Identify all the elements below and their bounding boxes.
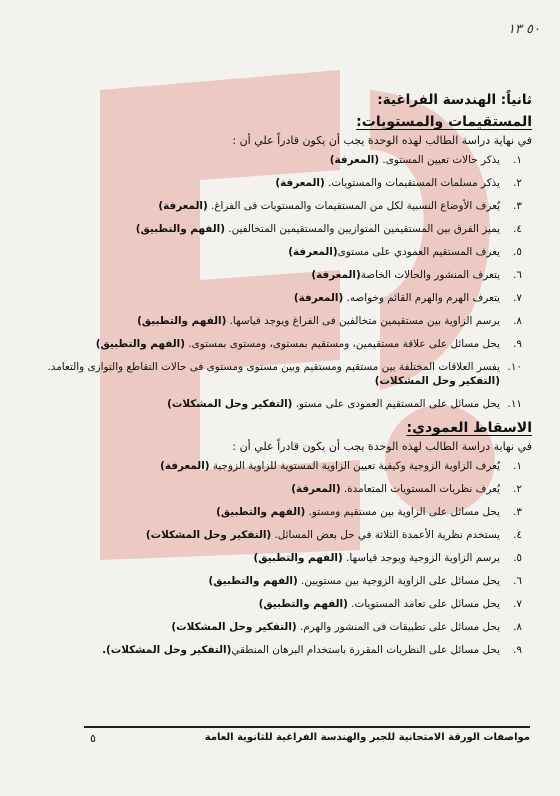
item-level: (التفكير وحل المشكلات).: [102, 644, 232, 656]
page-number: ٥: [90, 732, 96, 745]
item-level: (الفهم والتطبيق): [135, 223, 225, 235]
list-item: [30, 459, 532, 473]
objectives-list: [30, 153, 532, 411]
list-item: [30, 620, 532, 634]
item-text: يفسر العلاقات المختلفة بين مستقيم ومستقيم وبين مستوى ومستوى فى حالات التقاطع والتوازى والتعامد. (التفكير وحل المشكلات): [47, 361, 500, 387]
list-item: [30, 597, 532, 611]
list-item: [30, 643, 532, 657]
item-level: (التفكير وحل المشكلات): [171, 621, 297, 633]
item-level: (التفكير وحل المشكلات): [145, 529, 272, 541]
item-level: (التفكير وحل المشكلات): [167, 398, 293, 410]
item-text: يُعرف الزاوية الزوجية وكيفية تعيين الزاوية المستوية للزاوية الزوجية (المعرفة): [160, 460, 500, 472]
objectives-list: [30, 459, 532, 657]
item-level: (المعرفة): [293, 292, 344, 304]
item-number: ٩.: [513, 644, 522, 656]
item-number: ١١.: [507, 398, 522, 410]
item-text: يحل مسائل على تطبيقات فى المنشور والهرم. (التفكير وحل المشكلات): [171, 621, 500, 633]
document-body: [30, 92, 532, 666]
list-item: [30, 222, 532, 236]
item-number: ٩.: [513, 338, 522, 350]
list-item: [30, 199, 532, 213]
item-text: يميز الفرق بين المستقيمين المتوازيين والمستقيمين المتخالفين. (الفهم والتطبيق): [135, 223, 500, 235]
item-number: ٥.: [513, 246, 522, 258]
item-number: ٥.: [513, 552, 522, 564]
section-heading: المستقيمات والمستويات:: [356, 114, 532, 130]
item-number: ٤.: [513, 223, 522, 235]
item-text: يعرف المستقيم العمودي على مستوى(المعرفة): [288, 246, 500, 258]
list-item: [30, 528, 532, 542]
item-number: ٢.: [513, 177, 522, 189]
orthogonal-projection-section: [30, 420, 532, 657]
item-level: (المعرفة): [291, 483, 341, 495]
planes-lines-section: [30, 114, 532, 411]
item-number: ٢.: [513, 483, 522, 495]
list-item: [30, 153, 532, 167]
section-heading: الاسقاط العمودي:: [406, 420, 532, 436]
list-item: [30, 314, 532, 328]
list-item: [30, 574, 532, 588]
item-level: (المعرفة): [329, 154, 380, 166]
item-number: ١.: [513, 154, 522, 166]
section-title: ثانياً: الهندسة الفراغية:: [377, 92, 532, 108]
list-item: [30, 291, 532, 305]
item-number: ٧.: [513, 292, 522, 304]
item-text: يذكر حالات تعيين المستوى. (المعرفة): [329, 154, 500, 166]
list-item: [30, 337, 532, 351]
handwritten-mark: ٥٠ ١٣: [507, 22, 540, 37]
item-level: (التفكير وحل المشكلات): [374, 375, 500, 387]
item-text: يُعرف نظريات المستويات المتعامدة. (المعرفة): [291, 483, 500, 495]
item-text: يرسم الزاوية الزوجية ويوجد قياسها. (الفهم والتطبيق): [253, 552, 500, 564]
item-text: يذكر مسلمات المستقيمات والمستويات. (المعرفة): [275, 177, 500, 189]
item-level: (الفهم والتطبيق): [253, 552, 343, 564]
list-item: [30, 268, 532, 282]
list-item: [30, 505, 532, 519]
item-number: ١٠.: [507, 361, 522, 373]
footer-title: مواصفات الورقة الامتحانية للجبر والهندسة الفراغية للثانوية العامة: [204, 732, 530, 743]
item-level: (المعرفة): [275, 177, 325, 189]
item-level: (المعرفة): [288, 246, 338, 258]
item-text: يحل مسائل على الزاوية بين مستقيم ومستو. (الفهم والتطبيق): [216, 506, 500, 518]
item-number: ٣.: [513, 200, 522, 212]
item-text: يتعرف الهرم والهرم القائم وخواصه. (المعرفة): [293, 292, 500, 304]
section-intro: في نهاية دراسة الطالب لهذه الوحدة يجب أن يكون قادراً علي أن :: [232, 134, 532, 147]
item-number: ٨.: [513, 621, 522, 633]
list-item: [30, 245, 532, 259]
item-text: يحل مسائل على الزاوية الزوجية بين مستويين. (الفهم والتطبيق): [208, 575, 500, 587]
item-number: ٦.: [513, 269, 522, 281]
item-level: (المعرفة): [160, 460, 210, 472]
item-text: يُعرف الأوضاع النسبية لكل من المستقيمات والمستويات فى الفراغ. (المعرفة): [158, 200, 500, 212]
item-number: ١.: [513, 460, 522, 472]
item-number: ٣.: [513, 506, 522, 518]
item-level: (المعرفة): [158, 200, 208, 212]
item-level: (الفهم والتطبيق): [137, 315, 227, 327]
item-level: (الفهم والتطبيق): [258, 598, 348, 610]
item-number: ٤.: [513, 529, 522, 541]
section-intro: في نهاية دراسة الطالب لهذه الوحدة يجب أن يكون قادراً علي أن :: [232, 440, 532, 453]
item-level: (الفهم والتطبيق): [208, 575, 298, 587]
item-number: ٨.: [513, 315, 522, 327]
list-item: [30, 551, 532, 565]
item-number: ٧.: [513, 598, 522, 610]
item-text: يتعرف المنشور والحالات الخاصة(المعرفة): [311, 269, 500, 281]
item-text: يستخدم نظرية الأعمدة الثلاثة في حل بعض المسائل. (التفكير وحل المشكلات): [145, 529, 500, 541]
list-item: [30, 176, 532, 190]
footer-divider: [84, 726, 530, 728]
list-item: [30, 397, 532, 411]
item-level: (المعرفة): [311, 269, 361, 281]
item-level: (الفهم والتطبيق): [95, 338, 185, 350]
item-text: يحل مسائل على علاقة مستقيمين، ومستقيم بمستوى، ومستوى بمستوى. (الفهم والتطبيق): [95, 338, 500, 350]
item-text: يحل مسائل على تعامد المستويات. (الفهم والتطبيق): [258, 598, 500, 610]
list-item: [30, 482, 532, 496]
item-text: يرسم الزاوية بين مستقيمين متخالفين فى الفراغ ويوجد قياسها. (الفهم والتطبيق): [137, 315, 500, 327]
item-number: ٦.: [513, 575, 522, 587]
list-item: [30, 360, 532, 388]
item-text: يحل مسائل على النظريات المقررة باستخدام البرهان المنطقي(التفكير وحل المشكلات).: [102, 644, 500, 656]
item-text: يحل مسائل على المستقيم العمودى على مستو. (التفكير وحل المشكلات): [167, 398, 500, 410]
item-level: (الفهم والتطبيق): [216, 506, 306, 518]
